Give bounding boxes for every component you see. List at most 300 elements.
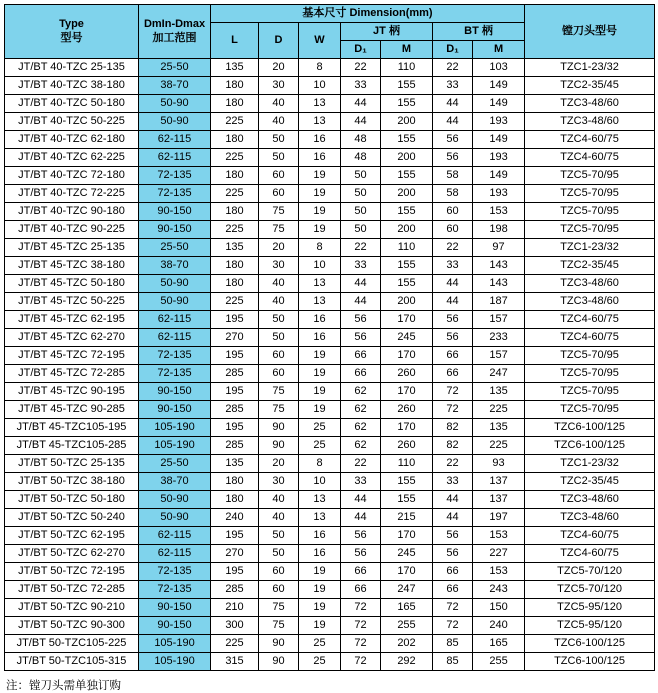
cell-jt-d1: 56 [341, 545, 381, 563]
cell-bt-m: 157 [473, 311, 525, 329]
cell-jt-m: 110 [381, 59, 433, 77]
cell-d: 75 [259, 599, 299, 617]
cell-bt-m: 143 [473, 257, 525, 275]
cell-bt-d1: 56 [433, 149, 473, 167]
cell-d: 40 [259, 293, 299, 311]
cell-l: 300 [211, 617, 259, 635]
cell-bt-d1: 66 [433, 581, 473, 599]
cell-jt-d1: 50 [341, 203, 381, 221]
cell-model: JT/BT 40-TZC 62-225 [5, 149, 139, 167]
cell-l: 195 [211, 563, 259, 581]
header-bt-m: M [473, 41, 525, 59]
cell-d: 40 [259, 509, 299, 527]
cell-l: 225 [211, 635, 259, 653]
cell-head-model: TZC5-70/95 [525, 347, 655, 365]
cell-bt-m: 150 [473, 599, 525, 617]
table-row [5, 347, 655, 365]
header-type [5, 5, 139, 59]
cell-jt-d1: 33 [341, 77, 381, 95]
cell-l: 180 [211, 131, 259, 149]
cell-jt-m: 170 [381, 347, 433, 365]
cell-w: 16 [299, 149, 341, 167]
cell-range: 62-115 [139, 545, 211, 563]
cell-bt-d1: 44 [433, 113, 473, 131]
table-row [5, 131, 655, 149]
cell-range: 72-135 [139, 167, 211, 185]
cell-range: 62-115 [139, 131, 211, 149]
table-row [5, 383, 655, 401]
cell-w: 19 [299, 401, 341, 419]
cell-model: JT/BT 50-TZC 50-240 [5, 509, 139, 527]
cell-jt-m: 292 [381, 653, 433, 671]
cell-jt-m: 155 [381, 95, 433, 113]
cell-d: 20 [259, 455, 299, 473]
table-row [5, 59, 655, 77]
cell-bt-d1: 22 [433, 455, 473, 473]
cell-head-model: TZC5-95/120 [525, 617, 655, 635]
cell-l: 315 [211, 653, 259, 671]
cell-jt-m: 155 [381, 131, 433, 149]
cell-bt-d1: 85 [433, 653, 473, 671]
cell-jt-m: 247 [381, 581, 433, 599]
table-row [5, 167, 655, 185]
header-l: L [211, 23, 259, 59]
cell-jt-d1: 66 [341, 563, 381, 581]
cell-w: 19 [299, 365, 341, 383]
cell-jt-d1: 62 [341, 419, 381, 437]
cell-d: 20 [259, 59, 299, 77]
cell-l: 135 [211, 59, 259, 77]
cell-head-model: TZC5-70/95 [525, 167, 655, 185]
cell-jt-d1: 33 [341, 473, 381, 491]
cell-model: JT/BT 40-TZC 38-180 [5, 77, 139, 95]
cell-l: 180 [211, 95, 259, 113]
cell-bt-m: 135 [473, 419, 525, 437]
cell-jt-m: 215 [381, 509, 433, 527]
cell-jt-d1: 22 [341, 239, 381, 257]
cell-bt-d1: 56 [433, 545, 473, 563]
cell-l: 285 [211, 581, 259, 599]
header-w: W [299, 23, 341, 59]
cell-d: 75 [259, 617, 299, 635]
cell-d: 40 [259, 275, 299, 293]
cell-head-model: TZC3-48/60 [525, 275, 655, 293]
table-body [5, 59, 655, 671]
cell-d: 40 [259, 113, 299, 131]
cell-d: 90 [259, 437, 299, 455]
cell-jt-m: 155 [381, 257, 433, 275]
table-row [5, 473, 655, 491]
cell-w: 8 [299, 239, 341, 257]
cell-w: 10 [299, 77, 341, 95]
table-header [5, 5, 655, 59]
cell-bt-m: 149 [473, 167, 525, 185]
cell-range: 50-90 [139, 293, 211, 311]
cell-jt-d1: 50 [341, 185, 381, 203]
cell-model: JT/BT 45-TZC 90-195 [5, 383, 139, 401]
cell-bt-m: 187 [473, 293, 525, 311]
cell-w: 19 [299, 599, 341, 617]
cell-range: 50-90 [139, 275, 211, 293]
cell-jt-d1: 56 [341, 527, 381, 545]
cell-bt-m: 137 [473, 473, 525, 491]
cell-l: 225 [211, 113, 259, 131]
cell-w: 25 [299, 635, 341, 653]
cell-range: 38-70 [139, 257, 211, 275]
cell-jt-d1: 62 [341, 401, 381, 419]
cell-bt-m: 93 [473, 455, 525, 473]
cell-jt-d1: 66 [341, 581, 381, 599]
cell-head-model: TZC5-70/95 [525, 401, 655, 419]
cell-w: 10 [299, 257, 341, 275]
cell-model: JT/BT 50-TZC 38-180 [5, 473, 139, 491]
cell-model: JT/BT 40-TZC 72-225 [5, 185, 139, 203]
cell-bt-d1: 33 [433, 473, 473, 491]
cell-jt-m: 155 [381, 473, 433, 491]
cell-range: 105-190 [139, 653, 211, 671]
cell-jt-d1: 72 [341, 599, 381, 617]
cell-range: 90-150 [139, 203, 211, 221]
cell-range: 62-115 [139, 527, 211, 545]
table-row [5, 563, 655, 581]
table-row [5, 293, 655, 311]
cell-bt-m: 225 [473, 437, 525, 455]
cell-bt-m: 225 [473, 401, 525, 419]
cell-bt-m: 193 [473, 185, 525, 203]
cell-l: 180 [211, 203, 259, 221]
cell-model: JT/BT 50-TZC105-225 [5, 635, 139, 653]
cell-jt-d1: 22 [341, 455, 381, 473]
cell-l: 225 [211, 185, 259, 203]
cell-model: JT/BT 45-TZC 72-285 [5, 365, 139, 383]
cell-bt-m: 165 [473, 635, 525, 653]
header-d: D [259, 23, 299, 59]
cell-range: 62-115 [139, 311, 211, 329]
cell-d: 75 [259, 383, 299, 401]
table-row [5, 185, 655, 203]
cell-range: 105-190 [139, 635, 211, 653]
cell-bt-d1: 44 [433, 491, 473, 509]
cell-d: 60 [259, 185, 299, 203]
cell-range: 50-90 [139, 491, 211, 509]
cell-bt-d1: 66 [433, 347, 473, 365]
cell-bt-m: 153 [473, 527, 525, 545]
cell-bt-d1: 82 [433, 437, 473, 455]
cell-bt-m: 193 [473, 149, 525, 167]
cell-jt-d1: 50 [341, 167, 381, 185]
cell-bt-m: 197 [473, 509, 525, 527]
cell-jt-m: 170 [381, 383, 433, 401]
table-row [5, 365, 655, 383]
cell-model: JT/BT 45-TZC 62-195 [5, 311, 139, 329]
cell-head-model: TZC3-48/60 [525, 293, 655, 311]
cell-bt-d1: 56 [433, 329, 473, 347]
cell-bt-m: 243 [473, 581, 525, 599]
cell-head-model: TZC2-35/45 [525, 77, 655, 95]
cell-d: 50 [259, 329, 299, 347]
table-row [5, 77, 655, 95]
cell-range: 25-50 [139, 455, 211, 473]
cell-head-model: TZC3-48/60 [525, 491, 655, 509]
cell-w: 10 [299, 473, 341, 491]
cell-d: 50 [259, 527, 299, 545]
cell-jt-d1: 44 [341, 491, 381, 509]
cell-bt-d1: 72 [433, 401, 473, 419]
cell-l: 180 [211, 257, 259, 275]
cell-head-model: TZC6-100/125 [525, 635, 655, 653]
cell-d: 40 [259, 95, 299, 113]
cell-range: 38-70 [139, 473, 211, 491]
cell-bt-d1: 56 [433, 527, 473, 545]
cell-jt-d1: 72 [341, 653, 381, 671]
cell-jt-m: 170 [381, 527, 433, 545]
cell-bt-m: 240 [473, 617, 525, 635]
header-bt-shank: BT 柄 [433, 23, 525, 41]
cell-jt-d1: 44 [341, 113, 381, 131]
cell-model: JT/BT 50-TZC 90-210 [5, 599, 139, 617]
cell-w: 25 [299, 653, 341, 671]
cell-head-model: TZC1-23/32 [525, 59, 655, 77]
cell-head-model: TZC5-70/95 [525, 383, 655, 401]
cell-w: 8 [299, 455, 341, 473]
cell-range: 38-70 [139, 77, 211, 95]
cell-d: 50 [259, 149, 299, 167]
cell-head-model: TZC5-70/120 [525, 581, 655, 599]
cell-w: 19 [299, 563, 341, 581]
cell-bt-m: 255 [473, 653, 525, 671]
cell-head-model: TZC5-70/95 [525, 365, 655, 383]
cell-bt-d1: 44 [433, 293, 473, 311]
table-row [5, 275, 655, 293]
cell-l: 135 [211, 455, 259, 473]
cell-model: JT/BT 40-TZC 90-180 [5, 203, 139, 221]
cell-bt-m: 157 [473, 347, 525, 365]
header-range [139, 5, 211, 59]
header-jt-d1: D₁ [341, 41, 381, 59]
header-dimension: 基本尺寸 Dimension(mm) [211, 5, 525, 23]
cell-model: JT/BT 40-TZC 72-180 [5, 167, 139, 185]
cell-bt-m: 233 [473, 329, 525, 347]
cell-model: JT/BT 40-TZC 50-180 [5, 95, 139, 113]
cell-head-model: TZC6-100/125 [525, 419, 655, 437]
cell-w: 25 [299, 437, 341, 455]
header-range-en: DmIn-Dmax [143, 17, 206, 30]
cell-bt-m: 135 [473, 383, 525, 401]
header-row-1 [5, 5, 655, 23]
cell-head-model: TZC4-60/75 [525, 131, 655, 149]
cell-model: JT/BT 45-TZC 72-195 [5, 347, 139, 365]
cell-range: 105-190 [139, 437, 211, 455]
cell-w: 19 [299, 581, 341, 599]
table-row [5, 653, 655, 671]
cell-d: 50 [259, 311, 299, 329]
cell-l: 180 [211, 77, 259, 95]
cell-w: 13 [299, 491, 341, 509]
cell-jt-d1: 48 [341, 131, 381, 149]
cell-bt-m: 137 [473, 491, 525, 509]
cell-d: 20 [259, 239, 299, 257]
cell-l: 270 [211, 329, 259, 347]
cell-range: 90-150 [139, 221, 211, 239]
cell-w: 16 [299, 329, 341, 347]
cell-jt-d1: 66 [341, 365, 381, 383]
cell-head-model: TZC2-35/45 [525, 473, 655, 491]
cell-bt-d1: 44 [433, 95, 473, 113]
cell-jt-m: 200 [381, 185, 433, 203]
table-row [5, 95, 655, 113]
cell-jt-d1: 22 [341, 59, 381, 77]
cell-model: JT/BT 50-TZC 90-300 [5, 617, 139, 635]
cell-l: 180 [211, 491, 259, 509]
cell-jt-m: 155 [381, 77, 433, 95]
cell-bt-m: 143 [473, 275, 525, 293]
cell-jt-m: 110 [381, 455, 433, 473]
cell-model: JT/BT 45-TZC 50-180 [5, 275, 139, 293]
cell-model: JT/BT 45-TZC 62-270 [5, 329, 139, 347]
table-row [5, 509, 655, 527]
cell-w: 13 [299, 95, 341, 113]
cell-w: 19 [299, 617, 341, 635]
cell-l: 135 [211, 239, 259, 257]
cell-jt-d1: 62 [341, 383, 381, 401]
cell-range: 62-115 [139, 149, 211, 167]
cell-bt-d1: 33 [433, 257, 473, 275]
cell-jt-m: 200 [381, 293, 433, 311]
cell-jt-m: 170 [381, 311, 433, 329]
table-row [5, 329, 655, 347]
cell-bt-m: 193 [473, 113, 525, 131]
cell-jt-m: 155 [381, 167, 433, 185]
cell-w: 16 [299, 527, 341, 545]
cell-bt-d1: 44 [433, 275, 473, 293]
cell-bt-d1: 60 [433, 203, 473, 221]
table-row [5, 599, 655, 617]
cell-l: 285 [211, 437, 259, 455]
cell-bt-d1: 22 [433, 59, 473, 77]
cell-l: 285 [211, 401, 259, 419]
cell-model: JT/BT 45-TZC 38-180 [5, 257, 139, 275]
cell-model: JT/BT 45-TZC 50-225 [5, 293, 139, 311]
cell-jt-m: 165 [381, 599, 433, 617]
cell-model: JT/BT 50-TZC105-315 [5, 653, 139, 671]
cell-d: 30 [259, 77, 299, 95]
table-row [5, 311, 655, 329]
cell-l: 195 [211, 383, 259, 401]
cell-bt-d1: 60 [433, 221, 473, 239]
cell-l: 240 [211, 509, 259, 527]
cell-range: 72-135 [139, 185, 211, 203]
cell-bt-d1: 72 [433, 383, 473, 401]
cell-d: 75 [259, 203, 299, 221]
cell-jt-d1: 44 [341, 509, 381, 527]
cell-bt-m: 149 [473, 95, 525, 113]
cell-model: JT/BT 45-TZC105-285 [5, 437, 139, 455]
cell-l: 180 [211, 167, 259, 185]
cell-bt-m: 103 [473, 59, 525, 77]
cell-head-model: TZC5-70/95 [525, 221, 655, 239]
table-row [5, 419, 655, 437]
cell-l: 180 [211, 473, 259, 491]
header-bt-d1: D₁ [433, 41, 473, 59]
cell-bt-m: 247 [473, 365, 525, 383]
cell-jt-m: 202 [381, 635, 433, 653]
table-row [5, 437, 655, 455]
cell-d: 50 [259, 131, 299, 149]
cell-range: 25-50 [139, 59, 211, 77]
cell-bt-d1: 85 [433, 635, 473, 653]
cell-l: 225 [211, 221, 259, 239]
cell-l: 195 [211, 347, 259, 365]
cell-jt-m: 200 [381, 149, 433, 167]
cell-range: 90-150 [139, 617, 211, 635]
cell-jt-d1: 33 [341, 257, 381, 275]
table-row [5, 221, 655, 239]
cell-bt-d1: 72 [433, 599, 473, 617]
cell-w: 16 [299, 311, 341, 329]
cell-l: 195 [211, 419, 259, 437]
cell-jt-m: 170 [381, 419, 433, 437]
cell-jt-d1: 48 [341, 149, 381, 167]
table-row [5, 203, 655, 221]
header-type-en: Type [59, 17, 84, 30]
table-row [5, 545, 655, 563]
cell-l: 225 [211, 149, 259, 167]
cell-bt-d1: 44 [433, 509, 473, 527]
table-row [5, 635, 655, 653]
cell-bt-d1: 66 [433, 563, 473, 581]
cell-l: 210 [211, 599, 259, 617]
cell-range: 72-135 [139, 581, 211, 599]
cell-d: 60 [259, 167, 299, 185]
cell-head-model: TZC4-60/75 [525, 329, 655, 347]
cell-jt-m: 110 [381, 239, 433, 257]
cell-w: 19 [299, 347, 341, 365]
cell-model: JT/BT 50-TZC 25-135 [5, 455, 139, 473]
cell-w: 16 [299, 545, 341, 563]
table-row [5, 491, 655, 509]
cell-w: 13 [299, 275, 341, 293]
cell-head-model: TZC4-60/75 [525, 311, 655, 329]
cell-bt-d1: 56 [433, 131, 473, 149]
cell-d: 90 [259, 653, 299, 671]
cell-bt-d1: 72 [433, 617, 473, 635]
cell-model: JT/BT 50-TZC 62-270 [5, 545, 139, 563]
cell-jt-m: 170 [381, 563, 433, 581]
table-row [5, 527, 655, 545]
cell-bt-m: 153 [473, 563, 525, 581]
cell-bt-d1: 22 [433, 239, 473, 257]
table-row [5, 257, 655, 275]
cell-d: 30 [259, 257, 299, 275]
cell-bt-m: 198 [473, 221, 525, 239]
cell-bt-d1: 58 [433, 185, 473, 203]
cell-w: 8 [299, 59, 341, 77]
cell-l: 285 [211, 365, 259, 383]
cell-model: JT/BT 40-TZC 50-225 [5, 113, 139, 131]
table-row [5, 401, 655, 419]
cell-head-model: TZC5-70/95 [525, 185, 655, 203]
table-row [5, 617, 655, 635]
cell-d: 90 [259, 635, 299, 653]
cell-w: 19 [299, 167, 341, 185]
cell-jt-m: 260 [381, 401, 433, 419]
cell-d: 50 [259, 545, 299, 563]
table-row [5, 581, 655, 599]
cell-jt-d1: 50 [341, 221, 381, 239]
cell-head-model: TZC2-35/45 [525, 257, 655, 275]
cell-w: 16 [299, 131, 341, 149]
cell-d: 75 [259, 221, 299, 239]
